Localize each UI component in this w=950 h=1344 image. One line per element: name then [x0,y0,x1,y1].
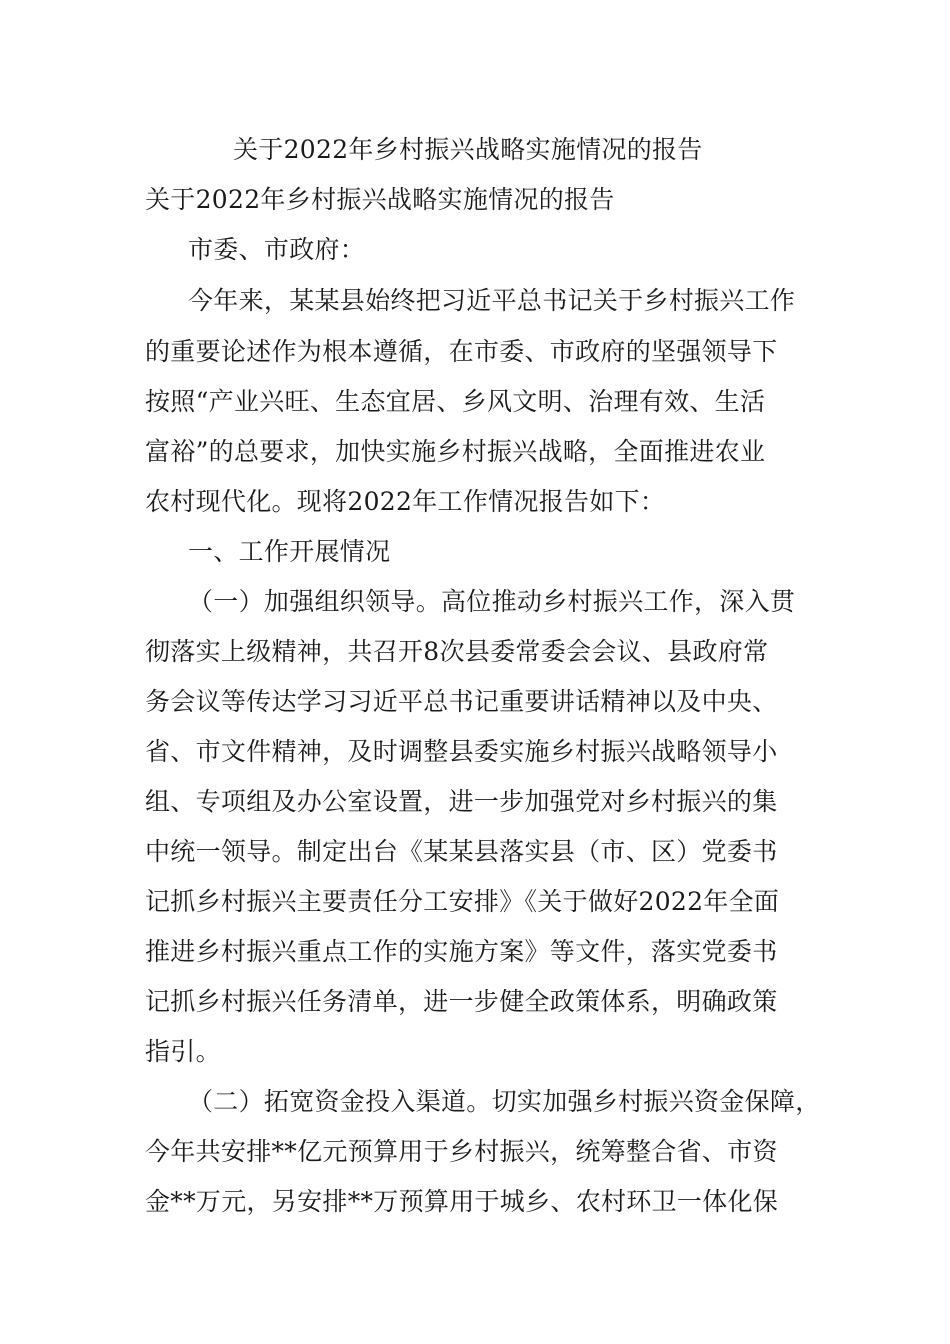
paragraph-line: 金**万元，另安排**万预算用于城乡、农村环卫一体化保 [145,1187,779,1216]
section-heading: 一、工作开展情况 [188,537,391,566]
report-heading: 关于2022年乡村振兴战略实施情况的报告 [145,185,615,214]
paragraph-line: （一）加强组织领导。高位推动乡村振兴工作，深入贯 [188,587,796,616]
paragraph-line: 农村现代化。现将2022年工作情况报告如下： [145,487,666,516]
salutation: 市委、市政府： [188,235,366,264]
paragraph-line: 彻落实上级精神，共召开8次县委常委会会议、县政府常 [145,637,769,666]
paragraph-line: 今年共安排**亿元预算用于乡村振兴，统筹整合省、市资 [145,1137,778,1166]
paragraph-line: 记抓乡村振兴任务清单，进一步健全政策体系，明确政策 [145,987,778,1016]
paragraph-line: 记抓乡村振兴主要责任分工安排》《关于做好2022年全面 [145,887,780,916]
paragraph-line: （二）拓宽资金投入渠道。切实加强乡村振兴资金保障， [188,1087,821,1116]
paragraph-line: 推进乡村振兴重点工作的实施方案》等文件，落实党委书 [145,937,778,966]
paragraph-line: 指引。 [145,1037,221,1066]
paragraph-line: 组、专项组及办公室设置，进一步加强党对乡村振兴的集 [145,787,778,816]
paragraph-line: 务会议等传达学习习近平总书记重要讲话精神以及中央、 [145,687,778,716]
paragraph-line: 富裕”的总要求，加快实施乡村振兴战略，全面推进农业 [145,437,766,466]
paragraph-line: 省、市文件精神，及时调整县委实施乡村振兴战略领导小 [145,737,778,766]
paragraph-line: 今年来，某某县始终把习近平总书记关于乡村振兴工作 [188,286,796,315]
paragraph-line: 按照“产业兴旺、生态宜居、乡风文明、治理有效、生活 [145,387,766,416]
paragraph-line: 中统一领导。制定出台《某某县落实县（市、区）党委书 [145,837,778,866]
paragraph-line: 的重要论述作为根本遵循，在市委、市政府的坚强领导下 [145,337,778,366]
document-title: 关于2022年乡村振兴战略实施情况的报告 [233,135,703,164]
